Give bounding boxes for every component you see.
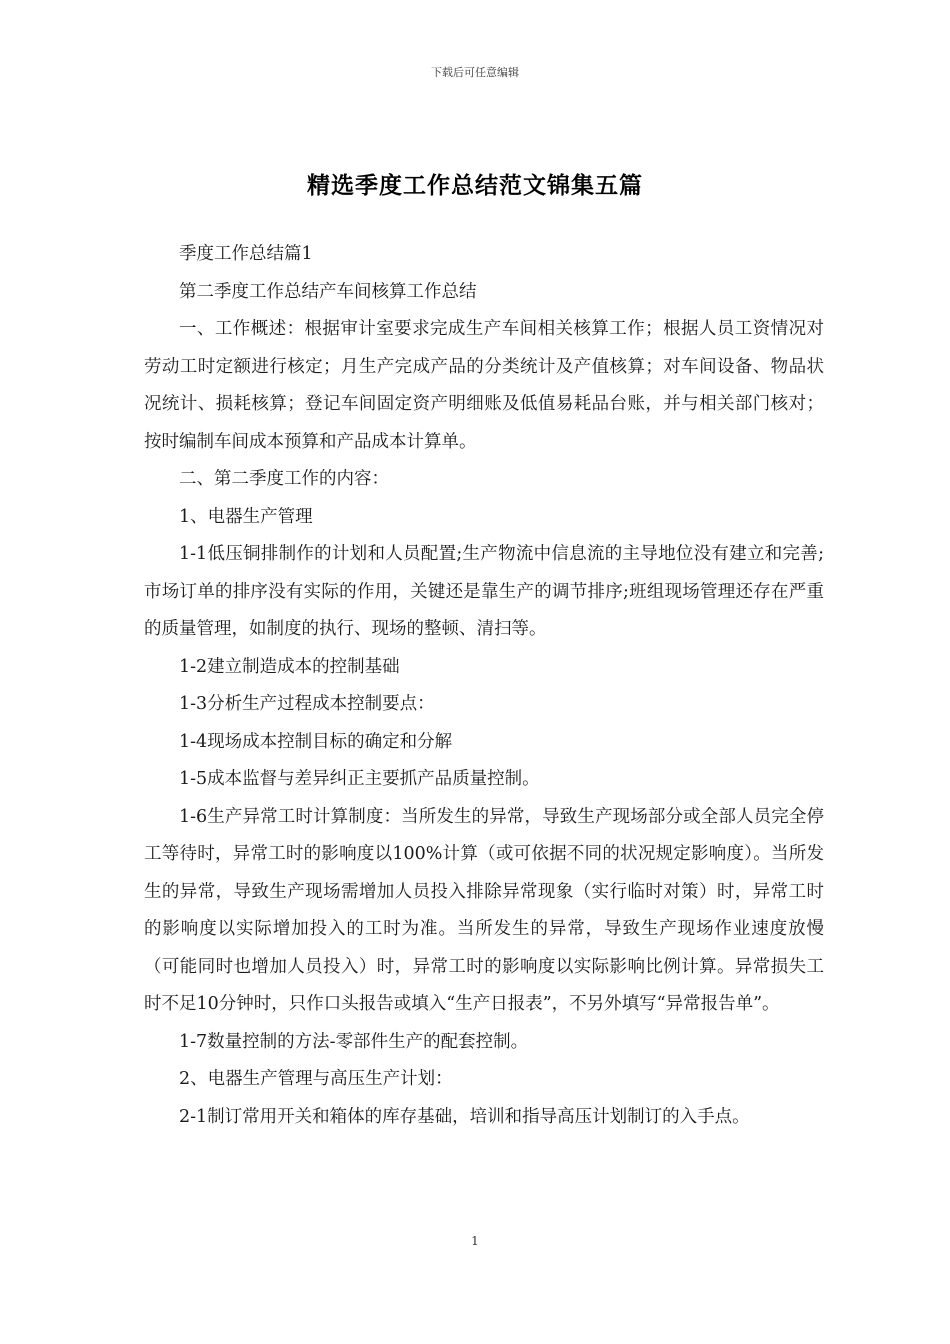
document-body xyxy=(144,236,824,1136)
paragraph-item-1-2: 1-2建立制造成本的控制基础 xyxy=(179,656,400,677)
paragraph-item-2: 2、电器生产管理与高压生产计划： xyxy=(179,1069,453,1089)
document-title: 精选季度工作总结范文锦集五篇 xyxy=(307,172,643,200)
section-heading: 季度工作总结篇1 xyxy=(179,244,313,264)
paragraph-item-2-1: 2-1制订常用开关和箱体的库存基础，培训和指导高压计划制订的入手点。 xyxy=(179,1106,750,1127)
paragraph-content-heading: 二、第二季度工作的内容： xyxy=(179,469,389,489)
paragraph-item-1-3: 1-3分析生产过程成本控制要点： xyxy=(179,694,435,714)
paragraph-overview: 一、工作概述：根据审计室要求完成生产车间相关核算工作；根据人员工资情况对劳动工时定额进行核定；月生产完成产品的分类统计及产值核算；对车间设备、物品状况统计、损耗核算；登记车间固定资产明细账及低值易耗品台账，并与相关部门核对；按时编制车间成本预算和产品成本计算单。 xyxy=(144,319,824,452)
paragraph-item-1-6: 1-6生产异常工时计算制度：当所发生的异常，导致生产现场部分或全部人员完全停工等待时，异常工时的影响度以100%计算（或可依据不同的状况规定影响度）。当所发生的异常，导致生产现场需增加人员投入排除异常现象（实行临时对策）时，异常工时的影响度以实际增加投入的工时为准。当所发生的异常，导致生产现场作业速度放慢（可能同时也增加人员投入）时，异常工时的影响度以实际影响比例计算。异常损失工时不足10分钟时，只作口头报告或填入“生产日报表”，不另外填写“异常报告单”。 xyxy=(144,806,824,1014)
paragraph-item-1: 1、电器生产管理 xyxy=(179,506,313,527)
paragraph-item-1-5: 1-5成本监督与差异纠正主要抓产品质量控制。 xyxy=(179,769,540,789)
page-header: 下载后可任意编辑 xyxy=(431,66,519,79)
paragraph-item-1-4: 1-4现场成本控制目标的确定和分解 xyxy=(179,731,453,752)
page-number: 1 xyxy=(471,1234,479,1248)
paragraph-item-1-7: 1-7数量控制的方法-零部件生产的配套控制。 xyxy=(179,1031,529,1052)
paragraph-item-1-1: 1-1低压铜排制作的计划和人员配置;生产物流中信息流的主导地位没有建立和完善;市场订单的排序没有实际的作用，关键还是靠生产的调节排序;班组现场管理还存在严重的质量管理，如制度的执行、现场的整顿、清扫等。 xyxy=(144,544,824,639)
subtitle: 第二季度工作总结产车间核算工作总结 xyxy=(179,281,477,302)
